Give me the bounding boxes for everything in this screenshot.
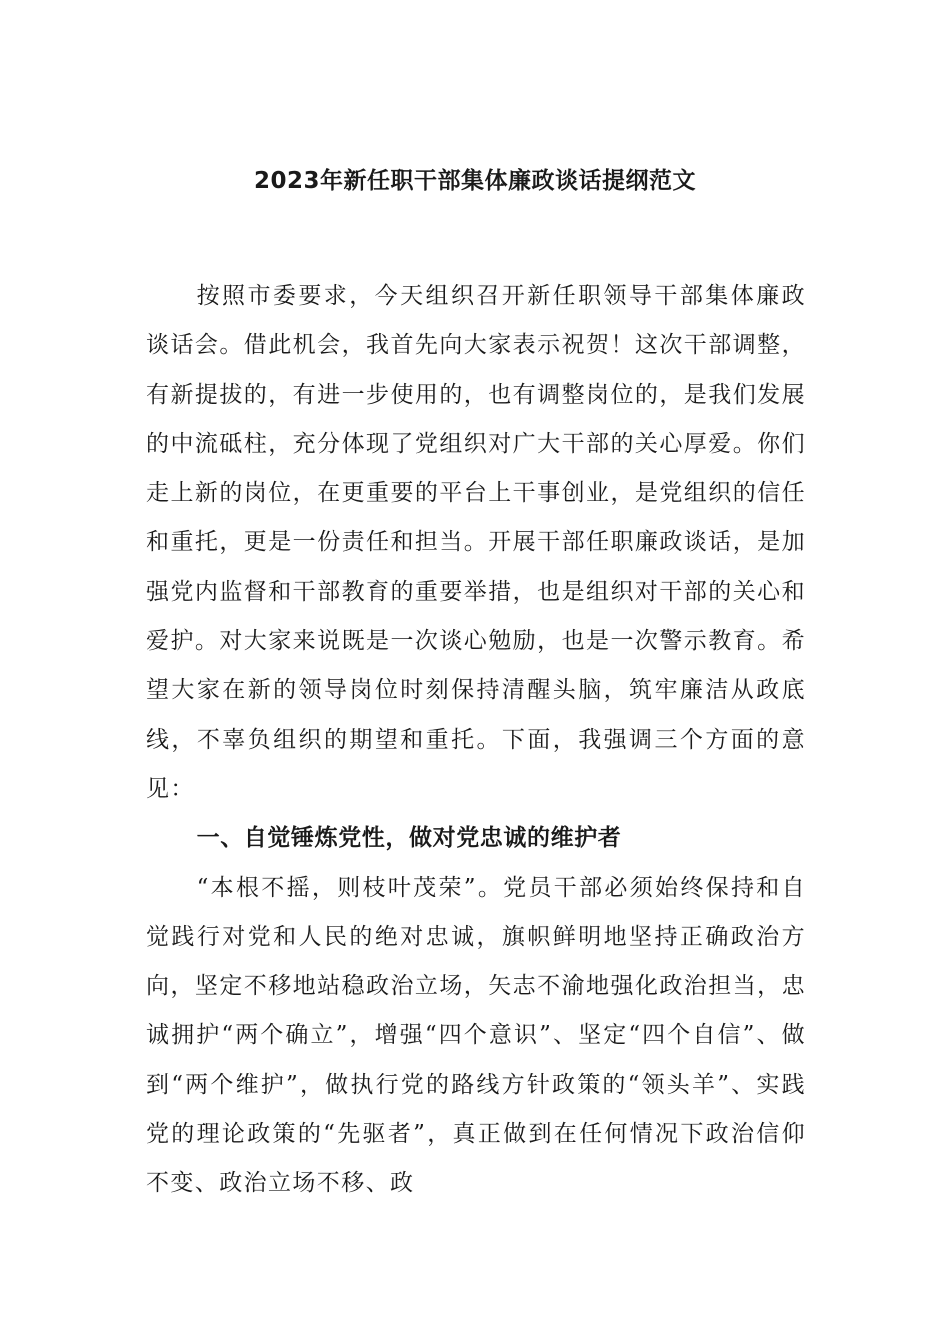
document-body [146,272,806,1209]
document-title: 2023年新任职干部集体廉政谈话提纲范文 [253,168,696,194]
section-1-paragraph: “本根不摇，则枝叶茂荣”。党员干部必须始终保持和自觉践行对党和人民的绝对忠诚，旗帜鲜明地坚持正确政治方向，坚定不移地站稳政治立场，矢志不渝地强化政治担当，忠诚拥护“两个确立”，增强“四个意识”、坚定“四个自信”、做到“两个维护”，做执行党的路线方针政策的“领头羊”、实践党的理论政策的“先驱者”，真正做到在任何情况下政治信仰不变、政治立场不移、政 [146,874,806,1197]
intro-paragraph: 按照市委要求，今天组织召开新任职领导干部集体廉政谈话会。借此机会，我首先向大家表示祝贺！这次干部调整，有新提拔的，有进一步使用的，也有调整岗位的，是我们发展的中流砥柱，充分体现了党组织对广大干部的关心厚爱。你们走上新的岗位，在更重要的平台上干事创业，是党组织的信任和重托，更是一份责任和担当。开展干部任职廉政谈话，是加强党内监督和干部教育的重要举措，也是组织对干部的关心和爱护。对大家来说既是一次谈心勉励，也是一次警示教育。希望大家在新的领导岗位时刻保持清醒头脑，筑牢廉洁从政底线，不辜负组织的期望和重托。下面，我强调三个方面的意见： [146,283,806,802]
section-heading-1: 一、自觉锤炼党性，做对党忠诚的维护者 [196,825,622,852]
